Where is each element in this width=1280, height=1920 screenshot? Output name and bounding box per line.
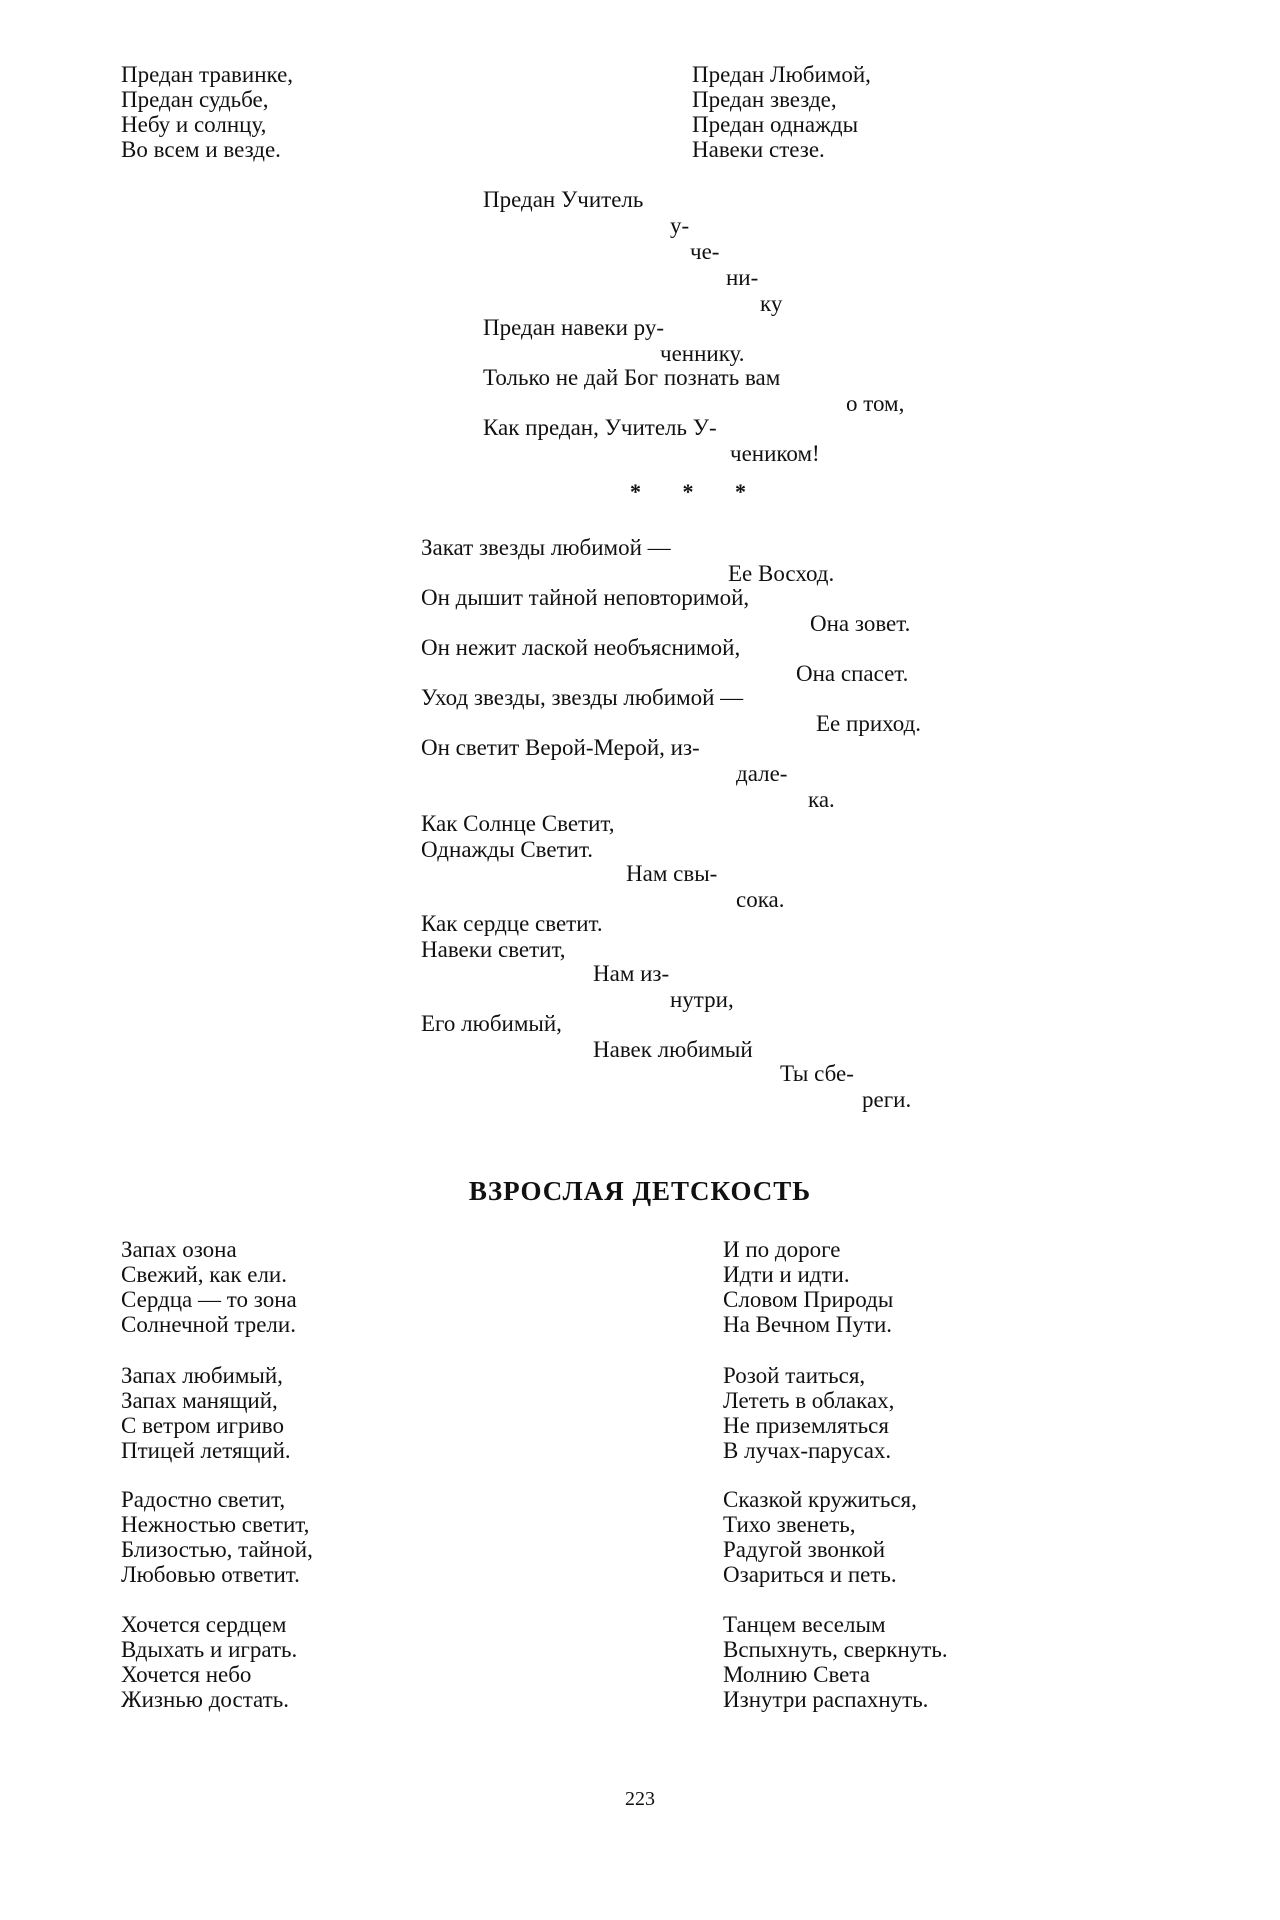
verse-line: Небу и солнцу,	[121, 112, 267, 137]
verse-line: чеником!	[730, 441, 820, 466]
verse-line: Птицей летящий.	[121, 1438, 291, 1463]
verse-line: Закат звезды любимой —	[421, 535, 671, 560]
verse-line: нутри,	[670, 987, 734, 1012]
verse-line: Ты сбе-	[780, 1061, 854, 1086]
verse-line: Он нежит лаской необъяснимой,	[421, 635, 741, 660]
verse-line: Он дышит тайной неповторимой,	[421, 585, 750, 610]
verse-line: Как Солнце Светит,	[421, 811, 615, 836]
verse-line: Запах озона	[121, 1237, 237, 1262]
left-stanza-4	[121, 1612, 297, 1712]
verse-line: Сердца — то зона	[121, 1287, 297, 1312]
verse-line: Солнечной трели.	[121, 1312, 296, 1337]
stanza-separator: * * *	[630, 479, 764, 504]
verse-line: ка.	[808, 787, 835, 812]
top-right-stanza	[692, 62, 871, 162]
right-stanza-3	[723, 1487, 917, 1587]
verse-line: Танцем веселым	[723, 1612, 886, 1637]
verse-line: Он светит Верой-Мерой, из-	[421, 735, 700, 760]
verse-line: Как предан, Учитель У-	[483, 415, 717, 440]
verse-line: реги.	[862, 1087, 912, 1112]
verse-line: Запах манящий,	[121, 1388, 278, 1413]
verse-line: Любовью ответит.	[121, 1562, 300, 1587]
verse-line: Хочется сердцем	[121, 1612, 287, 1637]
verse-line: Предан травинке,	[121, 62, 294, 87]
verse-line: Тихо звенеть,	[723, 1512, 856, 1537]
verse-line: Предан однажды	[692, 112, 859, 137]
verse-line: Идти и идти.	[723, 1262, 850, 1287]
verse-line: Жизнью достать.	[121, 1687, 289, 1712]
verse-line: Предан навеки ру-	[483, 315, 665, 340]
verse-line: Предан звезде,	[692, 87, 837, 112]
verse-line: И по дороге	[723, 1237, 841, 1262]
page-number: 223	[625, 1788, 655, 1810]
verse-line: Запах любимый,	[121, 1363, 283, 1388]
verse-line: Только не дай Бог познать вам	[483, 365, 781, 390]
verse-line: Нам свы-	[626, 861, 718, 886]
left-stanza-3	[121, 1487, 313, 1587]
right-stanza-2	[723, 1363, 894, 1463]
verse-line: Нам из-	[593, 961, 670, 986]
verse-line: Как сердце светит.	[421, 911, 603, 936]
verse-line: Во всем и везде.	[121, 137, 281, 162]
verse-line: Ее Восход.	[728, 561, 835, 586]
verse-line: Нежностью светит,	[121, 1512, 310, 1537]
verse-line: Свежий, как ели.	[121, 1262, 287, 1287]
verse-line: Вспыхнуть, сверкнуть.	[723, 1637, 948, 1662]
verse-line: ченнику.	[660, 341, 745, 366]
verse-line: Словом Природы	[723, 1287, 894, 1312]
verse-line: че-	[690, 239, 720, 264]
verse-line: Предан Любимой,	[692, 62, 871, 87]
verse-line: у-	[670, 213, 690, 238]
verse-line: о том,	[846, 391, 905, 416]
verse-line: Вдыхать и играть.	[121, 1637, 298, 1662]
right-stanza-4	[723, 1612, 948, 1712]
verse-line: Сказкой кружиться,	[723, 1487, 917, 1512]
verse-line: Молнию Света	[723, 1662, 870, 1687]
right-stanza-1	[723, 1237, 893, 1337]
verse-line: Его любимый,	[421, 1011, 562, 1036]
verse-line: ку	[760, 291, 783, 316]
verse-line: дале-	[736, 761, 788, 786]
verse-line: сока.	[736, 887, 785, 912]
verse-line: Она зовет.	[810, 611, 911, 636]
verse-line: Радостно светит,	[121, 1487, 286, 1512]
section-title: ВЗРОСЛАЯ ДЕТСКОСТЬ	[468, 1176, 812, 1206]
verse-line: Хочется небо	[121, 1662, 252, 1687]
verse-line: Лететь в облаках,	[723, 1388, 895, 1413]
left-stanza-1	[121, 1237, 297, 1337]
verse-line: Предан судьбе,	[121, 87, 269, 112]
top-left-stanza	[121, 62, 293, 162]
verse-line: Изнутри распахнуть.	[723, 1687, 929, 1712]
left-stanza-2	[121, 1363, 291, 1463]
verse-line: Близостью, тайной,	[121, 1537, 313, 1562]
verse-line: Однажды Светит.	[421, 837, 594, 862]
verse-line: Уход звезды, звезды любимой —	[421, 685, 744, 710]
verse-line: ни-	[726, 265, 759, 290]
verse-line: Не приземляться	[723, 1413, 889, 1438]
verse-line: Озариться и петь.	[723, 1562, 897, 1587]
verse-line: В лучах-парусах.	[723, 1438, 892, 1463]
verse-line: Навеки стезе.	[692, 137, 825, 162]
verse-line: Предан Учитель	[483, 187, 644, 212]
verse-line: С ветром игриво	[121, 1413, 284, 1438]
verse-line: Розой таиться,	[723, 1363, 866, 1388]
verse-line: Она спасет.	[796, 661, 909, 686]
verse-line: Навек любимый	[593, 1037, 753, 1062]
verse-line: Радугой звонкой	[723, 1537, 886, 1562]
verse-line: Ее приход.	[816, 711, 922, 736]
verse-line: Навеки светит,	[421, 937, 566, 962]
verse-line: На Вечном Пути.	[723, 1312, 893, 1337]
